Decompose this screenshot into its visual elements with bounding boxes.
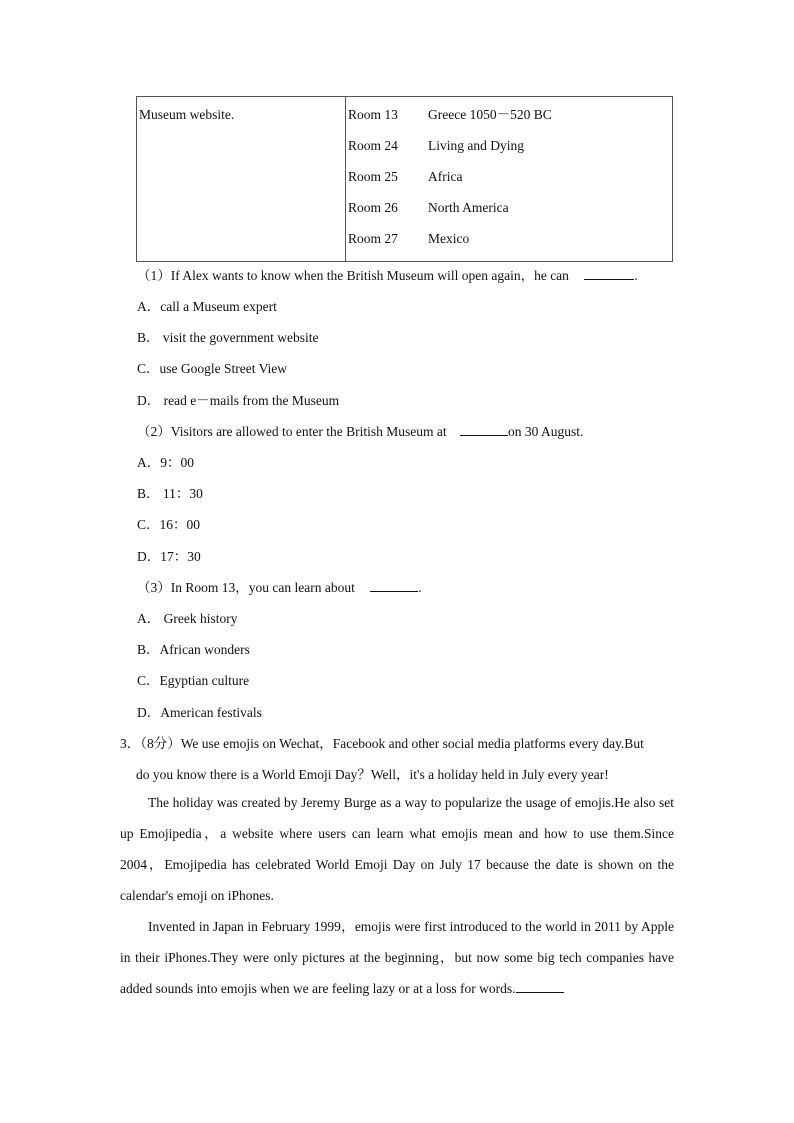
- room-row: [346, 137, 672, 168]
- room-exhibit: Greece 1050－520 BC: [428, 107, 552, 122]
- paragraph-2: [120, 911, 674, 1004]
- question-3-end: .: [418, 580, 422, 595]
- answer-blank: [370, 578, 418, 592]
- room-name: Room 26: [348, 200, 398, 215]
- answer-blank: [460, 422, 508, 436]
- question-1-end: .: [634, 268, 638, 283]
- question-3-text: （3）In Room 13，you can learn about: [137, 580, 355, 595]
- option-3b: B．African wonders: [137, 642, 250, 657]
- paragraph-1: The holiday was created by Jeremy Burge as a way to popularize the usage of emojis.He also set up Emojipedia，a website where users can learn what emojis mean and how to use them.Since 2004，Emojipedia has celebrated World Emoji Day on July 17 because the date is shown on the calendar's emoji on iPhones.: [120, 795, 674, 903]
- option-2a: A．9：00: [137, 455, 194, 470]
- option-1a: A．call a Museum expert: [137, 299, 277, 314]
- section-3-header-line1: 3．（8分）We use emojis on Wechat，Facebook and other social media platforms every day.But: [120, 736, 644, 751]
- room-name: Room 25: [348, 169, 398, 184]
- question-1-text: （1）If Alex wants to know when the British Museum will open again，he can: [137, 268, 569, 283]
- question-2-stem: [137, 420, 583, 440]
- room-row: [346, 230, 672, 261]
- room-row: [346, 106, 672, 137]
- option-2b: B． 11：30: [137, 486, 203, 501]
- option-1b: B． visit the government website: [137, 330, 319, 345]
- table-left-cell: [137, 97, 346, 262]
- room-row: [346, 168, 672, 199]
- paragraph-2-text: Invented in Japan in February 1999，emojis were first introduced to the world in 2011 by Apple in their iPhones.They were only pictures at the beginning，but now some big tech companies have added sounds into emojis when we are feeling lazy or at a loss for words.: [120, 919, 674, 996]
- question-2-text: （2）Visitors are allowed to enter the British Museum at: [137, 424, 447, 439]
- option-2d: D．17：30: [137, 549, 201, 564]
- room-row: [346, 199, 672, 230]
- option-1c: C．use Google Street View: [137, 361, 288, 376]
- option-3c: C．Egyptian culture: [137, 673, 250, 688]
- room-exhibit: North America: [428, 200, 509, 215]
- option-2c: C．16：00: [137, 517, 201, 532]
- room-name: Room 27: [348, 231, 398, 246]
- room-exhibit: Living and Dying: [428, 138, 524, 153]
- question-2-end: on 30 August.: [508, 424, 584, 439]
- question-3-stem: [137, 576, 422, 596]
- room-name: Room 24: [348, 138, 398, 153]
- option-1d: D． read e－mails from the Museum: [137, 393, 340, 408]
- section-3-header-line2: do you know there is a World Emoji Day？Well，it's a holiday held in July every year!: [136, 767, 609, 782]
- room-exhibit: Africa: [428, 169, 463, 184]
- museum-website-text: Museum website.: [139, 107, 235, 122]
- answer-blank: [516, 979, 564, 993]
- question-1-stem: [137, 264, 638, 284]
- answer-blank: [584, 266, 634, 280]
- room-exhibit: Mexico: [428, 231, 470, 246]
- museum-rooms-table: [136, 96, 673, 262]
- option-3a: A． Greek history: [137, 611, 238, 626]
- option-3d: D．American festivals: [137, 705, 262, 720]
- table-rooms-cell: [346, 97, 673, 262]
- room-name: Room 13: [348, 107, 398, 122]
